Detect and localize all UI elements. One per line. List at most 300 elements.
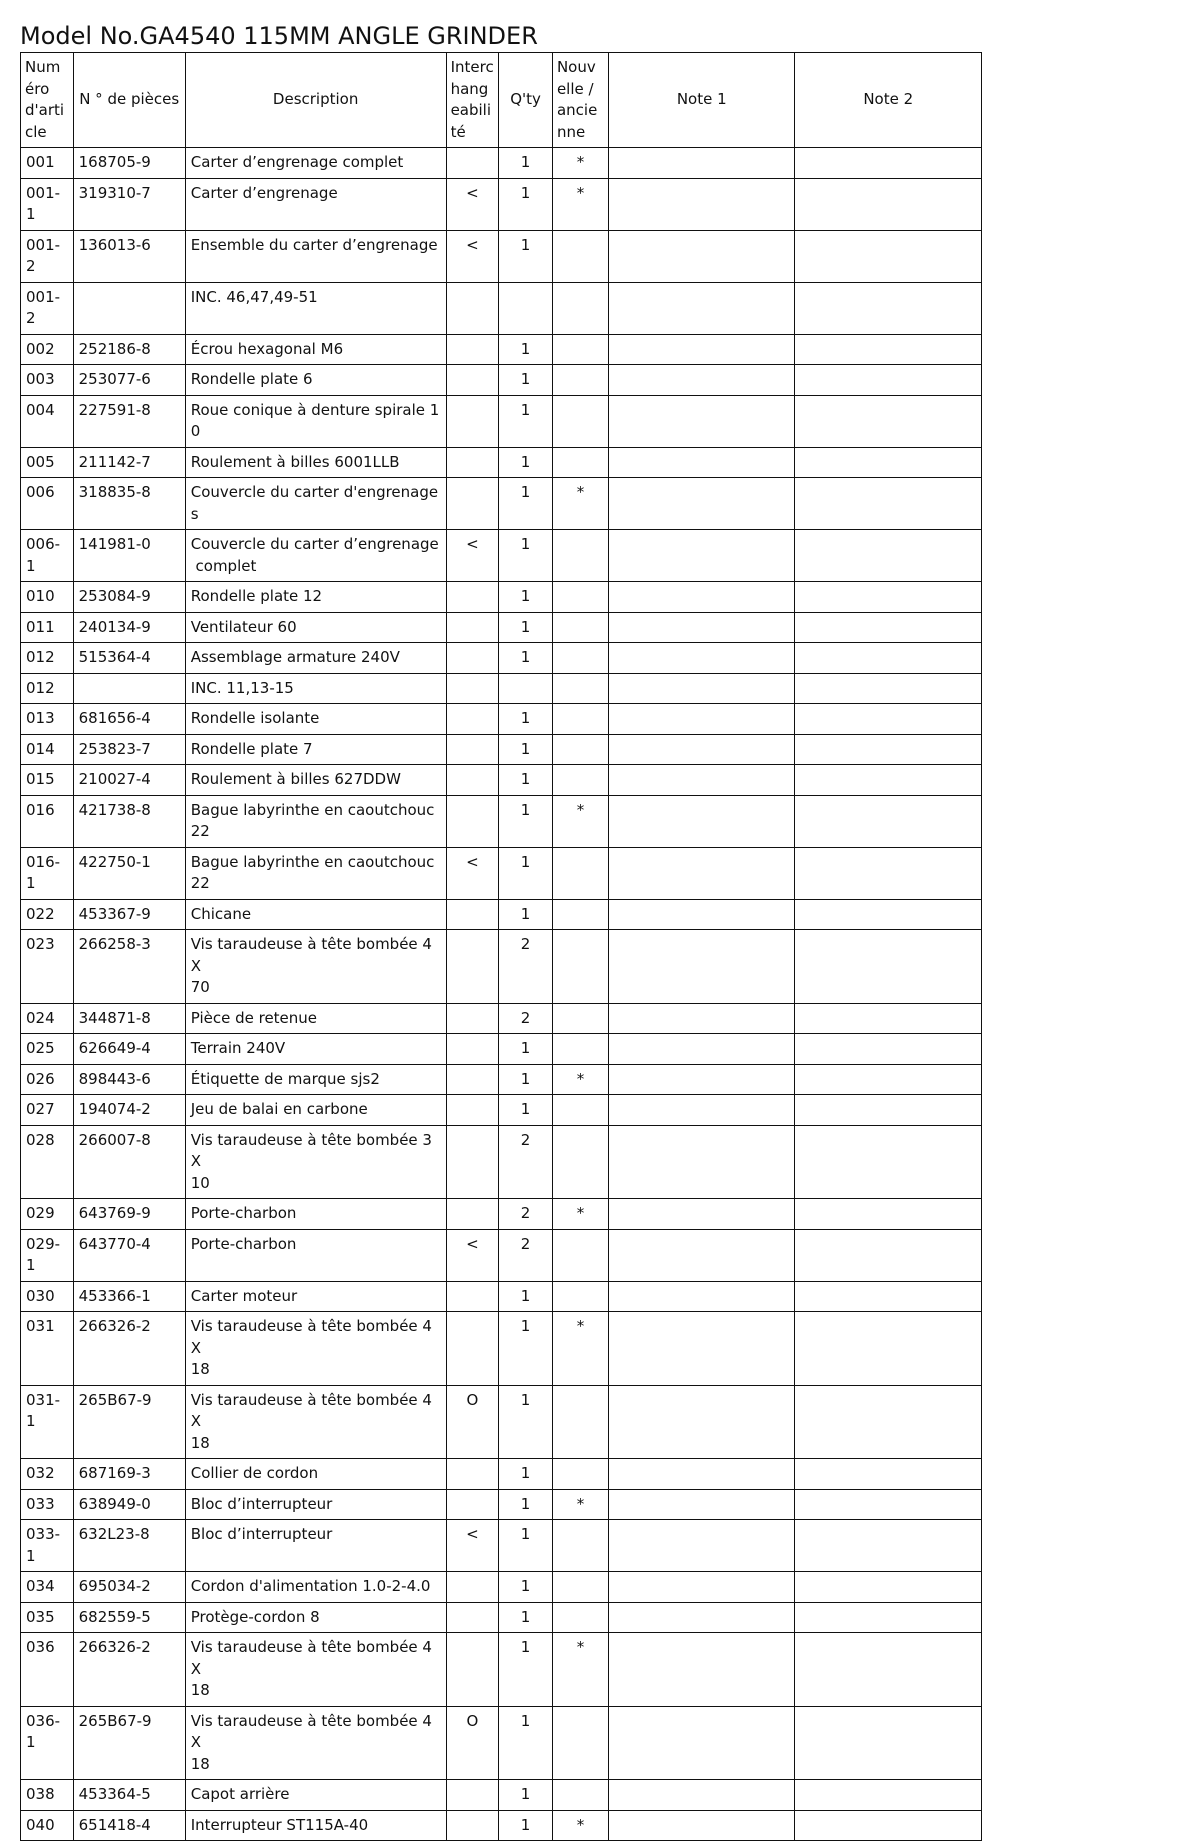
part-number-cell: 687169-3 bbox=[73, 1459, 185, 1490]
header-interchangeability: Interchangeabilité bbox=[446, 53, 499, 148]
interchangeability-cell bbox=[446, 1489, 499, 1520]
table-row bbox=[21, 1385, 982, 1459]
interchangeability-cell bbox=[446, 447, 499, 478]
note-1-cell bbox=[609, 447, 795, 478]
part-number-cell: 266007-8 bbox=[73, 1125, 185, 1199]
quantity-cell: 1 bbox=[499, 643, 553, 674]
part-number-cell: 319310-7 bbox=[73, 178, 185, 230]
item-number-cell: 036-1 bbox=[21, 1706, 74, 1780]
new-old-cell bbox=[552, 230, 608, 282]
note-2-cell bbox=[795, 795, 982, 847]
table-row bbox=[21, 704, 982, 735]
item-number-cell: 031-1 bbox=[21, 1385, 74, 1459]
quantity-cell: 1 bbox=[499, 1489, 553, 1520]
note-2-cell bbox=[795, 1003, 982, 1034]
interchangeability-cell bbox=[446, 1199, 499, 1230]
item-number-cell: 016 bbox=[21, 795, 74, 847]
description-cell: Rondelle plate 6 bbox=[185, 365, 446, 396]
interchangeability-cell bbox=[446, 1003, 499, 1034]
new-old-cell bbox=[552, 395, 608, 447]
note-1-cell bbox=[609, 1602, 795, 1633]
part-number-cell: 240134-9 bbox=[73, 612, 185, 643]
new-old-cell: * bbox=[552, 1633, 608, 1707]
quantity-cell: 2 bbox=[499, 930, 553, 1004]
item-number-cell: 022 bbox=[21, 899, 74, 930]
item-number-cell: 003 bbox=[21, 365, 74, 396]
item-number-cell: 036 bbox=[21, 1633, 74, 1707]
table-row bbox=[21, 1459, 982, 1490]
interchangeability-cell bbox=[446, 899, 499, 930]
interchangeability-cell: O bbox=[446, 1706, 499, 1780]
interchangeability-cell bbox=[446, 1810, 499, 1841]
item-number-cell: 025 bbox=[21, 1034, 74, 1065]
quantity-cell: 1 bbox=[499, 1064, 553, 1095]
new-old-cell bbox=[552, 1125, 608, 1199]
parts-table-body bbox=[21, 148, 982, 1841]
note-2-cell bbox=[795, 1520, 982, 1572]
note-1-cell bbox=[609, 178, 795, 230]
note-1-cell bbox=[609, 1229, 795, 1281]
part-number-cell bbox=[73, 673, 185, 704]
note-2-cell bbox=[795, 1572, 982, 1603]
interchangeability-cell bbox=[446, 1572, 499, 1603]
note-2-cell bbox=[795, 765, 982, 796]
interchangeability-cell: < bbox=[446, 1229, 499, 1281]
table-row bbox=[21, 795, 982, 847]
new-old-cell bbox=[552, 447, 608, 478]
quantity-cell: 1 bbox=[499, 1780, 553, 1811]
interchangeability-cell bbox=[446, 365, 499, 396]
table-row bbox=[21, 734, 982, 765]
new-old-cell bbox=[552, 1780, 608, 1811]
quantity-cell: 1 bbox=[499, 795, 553, 847]
table-row bbox=[21, 847, 982, 899]
header-new-old: Nouvelle / ancienne bbox=[552, 53, 608, 148]
part-number-cell: 515364-4 bbox=[73, 643, 185, 674]
interchangeability-cell bbox=[446, 643, 499, 674]
interchangeability-cell bbox=[446, 1064, 499, 1095]
note-2-cell bbox=[795, 478, 982, 530]
table-row bbox=[21, 899, 982, 930]
new-old-cell bbox=[552, 1229, 608, 1281]
interchangeability-cell: < bbox=[446, 230, 499, 282]
table-row bbox=[21, 478, 982, 530]
table-row bbox=[21, 673, 982, 704]
new-old-cell: * bbox=[552, 1064, 608, 1095]
item-number-cell: 029 bbox=[21, 1199, 74, 1230]
interchangeability-cell bbox=[446, 1780, 499, 1811]
description-cell: Jeu de balai en carbone bbox=[185, 1095, 446, 1126]
quantity-cell: 1 bbox=[499, 1633, 553, 1707]
description-cell: Capot arrière bbox=[185, 1780, 446, 1811]
note-2-cell bbox=[795, 1125, 982, 1199]
note-1-cell bbox=[609, 1034, 795, 1065]
part-number-cell bbox=[73, 282, 185, 334]
new-old-cell bbox=[552, 734, 608, 765]
quantity-cell: 1 bbox=[499, 1520, 553, 1572]
note-2-cell bbox=[795, 1780, 982, 1811]
quantity-cell: 1 bbox=[499, 365, 553, 396]
part-number-cell: 168705-9 bbox=[73, 148, 185, 179]
note-1-cell bbox=[609, 1520, 795, 1572]
interchangeability-cell bbox=[446, 395, 499, 447]
interchangeability-cell: < bbox=[446, 178, 499, 230]
part-number-cell: 643770-4 bbox=[73, 1229, 185, 1281]
part-number-cell: 141981-0 bbox=[73, 530, 185, 582]
description-cell: Roue conique à denture spirale 1 0 bbox=[185, 395, 446, 447]
header-part-number: N ° de pièces bbox=[73, 53, 185, 148]
quantity-cell: 1 bbox=[499, 612, 553, 643]
table-row bbox=[21, 1706, 982, 1780]
header-description: Description bbox=[185, 53, 446, 148]
item-number-cell: 002 bbox=[21, 334, 74, 365]
note-1-cell bbox=[609, 1385, 795, 1459]
header-row bbox=[21, 53, 982, 148]
note-2-cell bbox=[795, 365, 982, 396]
table-row bbox=[21, 1572, 982, 1603]
note-1-cell bbox=[609, 1459, 795, 1490]
page-title: Model No.GA4540 115MM ANGLE GRINDER bbox=[20, 22, 538, 50]
description-cell: Couvercle du carter d'engrenage s bbox=[185, 478, 446, 530]
description-cell: Roulement à billes 6001LLB bbox=[185, 447, 446, 478]
part-number-cell: 651418-4 bbox=[73, 1810, 185, 1841]
note-1-cell bbox=[609, 795, 795, 847]
table-row bbox=[21, 1064, 982, 1095]
quantity-cell: 1 bbox=[499, 704, 553, 735]
item-number-cell: 001-2 bbox=[21, 230, 74, 282]
interchangeability-cell bbox=[446, 1034, 499, 1065]
parts-table bbox=[20, 52, 982, 1841]
part-number-cell: 253823-7 bbox=[73, 734, 185, 765]
quantity-cell: 1 bbox=[499, 1281, 553, 1312]
description-cell: Écrou hexagonal M6 bbox=[185, 334, 446, 365]
description-cell: Roulement à billes 627DDW bbox=[185, 765, 446, 796]
note-2-cell bbox=[795, 178, 982, 230]
note-1-cell bbox=[609, 148, 795, 179]
item-number-cell: 031 bbox=[21, 1312, 74, 1386]
item-number-cell: 035 bbox=[21, 1602, 74, 1633]
part-number-cell: 266258-3 bbox=[73, 930, 185, 1004]
table-row bbox=[21, 612, 982, 643]
interchangeability-cell bbox=[446, 1281, 499, 1312]
quantity-cell: 1 bbox=[499, 1385, 553, 1459]
new-old-cell bbox=[552, 1095, 608, 1126]
note-2-cell bbox=[795, 1312, 982, 1386]
quantity-cell: 1 bbox=[499, 1459, 553, 1490]
part-number-cell: 453367-9 bbox=[73, 899, 185, 930]
table-row bbox=[21, 1281, 982, 1312]
part-number-cell: 643769-9 bbox=[73, 1199, 185, 1230]
table-row bbox=[21, 1602, 982, 1633]
item-number-cell: 004 bbox=[21, 395, 74, 447]
quantity-cell: 1 bbox=[499, 178, 553, 230]
description-cell: Carter d’engrenage bbox=[185, 178, 446, 230]
quantity-cell bbox=[499, 673, 553, 704]
quantity-cell: 1 bbox=[499, 1312, 553, 1386]
table-row bbox=[21, 1125, 982, 1199]
new-old-cell bbox=[552, 1385, 608, 1459]
new-old-cell: * bbox=[552, 178, 608, 230]
note-2-cell bbox=[795, 1385, 982, 1459]
note-1-cell bbox=[609, 847, 795, 899]
table-row bbox=[21, 1520, 982, 1572]
note-1-cell bbox=[609, 334, 795, 365]
table-row bbox=[21, 530, 982, 582]
table-row bbox=[21, 1199, 982, 1230]
table-row bbox=[21, 1312, 982, 1386]
table-row bbox=[21, 334, 982, 365]
item-number-cell: 006-1 bbox=[21, 530, 74, 582]
new-old-cell bbox=[552, 530, 608, 582]
note-1-cell bbox=[609, 899, 795, 930]
quantity-cell: 1 bbox=[499, 478, 553, 530]
note-1-cell bbox=[609, 1125, 795, 1199]
interchangeability-cell bbox=[446, 795, 499, 847]
note-1-cell bbox=[609, 612, 795, 643]
new-old-cell bbox=[552, 930, 608, 1004]
note-1-cell bbox=[609, 230, 795, 282]
note-2-cell bbox=[795, 1064, 982, 1095]
note-2-cell bbox=[795, 704, 982, 735]
part-number-cell: 211142-7 bbox=[73, 447, 185, 478]
quantity-cell: 1 bbox=[499, 765, 553, 796]
new-old-cell bbox=[552, 334, 608, 365]
quantity-cell: 1 bbox=[499, 899, 553, 930]
interchangeability-cell bbox=[446, 1459, 499, 1490]
note-2-cell bbox=[795, 530, 982, 582]
part-number-cell: 253084-9 bbox=[73, 582, 185, 613]
item-number-cell: 033-1 bbox=[21, 1520, 74, 1572]
new-old-cell bbox=[552, 1459, 608, 1490]
interchangeability-cell bbox=[446, 1602, 499, 1633]
header-quantity: Q'ty bbox=[499, 53, 553, 148]
part-number-cell: 227591-8 bbox=[73, 395, 185, 447]
interchangeability-cell bbox=[446, 478, 499, 530]
item-number-cell: 001-1 bbox=[21, 178, 74, 230]
description-cell: Protège-cordon 8 bbox=[185, 1602, 446, 1633]
interchangeability-cell: O bbox=[446, 1385, 499, 1459]
note-2-cell bbox=[795, 148, 982, 179]
note-1-cell bbox=[609, 1199, 795, 1230]
note-1-cell bbox=[609, 1489, 795, 1520]
item-number-cell: 016-1 bbox=[21, 847, 74, 899]
quantity-cell: 1 bbox=[499, 447, 553, 478]
table-row bbox=[21, 1489, 982, 1520]
item-number-cell: 038 bbox=[21, 1780, 74, 1811]
interchangeability-cell: < bbox=[446, 847, 499, 899]
quantity-cell: 1 bbox=[499, 734, 553, 765]
item-number-cell: 030 bbox=[21, 1281, 74, 1312]
table-row bbox=[21, 582, 982, 613]
quantity-cell: 1 bbox=[499, 1706, 553, 1780]
note-2-cell bbox=[795, 673, 982, 704]
item-number-cell: 034 bbox=[21, 1572, 74, 1603]
note-1-cell bbox=[609, 704, 795, 735]
note-2-cell bbox=[795, 930, 982, 1004]
description-cell: Porte-charbon bbox=[185, 1199, 446, 1230]
quantity-cell bbox=[499, 282, 553, 334]
description-cell: Ensemble du carter d’engrenage bbox=[185, 230, 446, 282]
new-old-cell bbox=[552, 365, 608, 396]
part-number-cell: 638949-0 bbox=[73, 1489, 185, 1520]
part-number-cell: 422750-1 bbox=[73, 847, 185, 899]
note-1-cell bbox=[609, 365, 795, 396]
description-cell: Vis taraudeuse à tête bombée 4X 18 bbox=[185, 1385, 446, 1459]
new-old-cell bbox=[552, 612, 608, 643]
table-row bbox=[21, 930, 982, 1004]
part-number-cell: 210027-4 bbox=[73, 765, 185, 796]
note-2-cell bbox=[795, 282, 982, 334]
new-old-cell bbox=[552, 1520, 608, 1572]
part-number-cell: 253077-6 bbox=[73, 365, 185, 396]
header-item-number: Numéro d'article bbox=[21, 53, 74, 148]
new-old-cell bbox=[552, 673, 608, 704]
table-row bbox=[21, 230, 982, 282]
part-number-cell: 681656-4 bbox=[73, 704, 185, 735]
note-2-cell bbox=[795, 582, 982, 613]
new-old-cell bbox=[552, 1572, 608, 1603]
part-number-cell: 682559-5 bbox=[73, 1602, 185, 1633]
description-cell: Carter d’engrenage complet bbox=[185, 148, 446, 179]
description-cell: Rondelle plate 7 bbox=[185, 734, 446, 765]
description-cell: Rondelle isolante bbox=[185, 704, 446, 735]
table-row bbox=[21, 365, 982, 396]
item-number-cell: 023 bbox=[21, 930, 74, 1004]
interchangeability-cell: < bbox=[446, 1520, 499, 1572]
interchangeability-cell bbox=[446, 1312, 499, 1386]
description-cell: Cordon d'alimentation 1.0-2-4.0 bbox=[185, 1572, 446, 1603]
interchangeability-cell bbox=[446, 612, 499, 643]
item-number-cell: 027 bbox=[21, 1095, 74, 1126]
interchangeability-cell bbox=[446, 148, 499, 179]
quantity-cell: 1 bbox=[499, 230, 553, 282]
description-cell: INC. 46,47,49-51 bbox=[185, 282, 446, 334]
item-number-cell: 010 bbox=[21, 582, 74, 613]
new-old-cell: * bbox=[552, 1199, 608, 1230]
description-cell: Vis taraudeuse à tête bombée 4X 70 bbox=[185, 930, 446, 1004]
item-number-cell: 032 bbox=[21, 1459, 74, 1490]
new-old-cell bbox=[552, 1003, 608, 1034]
quantity-cell: 1 bbox=[499, 395, 553, 447]
note-2-cell bbox=[795, 899, 982, 930]
note-2-cell bbox=[795, 1810, 982, 1841]
note-2-cell bbox=[795, 643, 982, 674]
part-number-cell: 266326-2 bbox=[73, 1312, 185, 1386]
description-cell: Bague labyrinthe en caoutchouc 22 bbox=[185, 847, 446, 899]
interchangeability-cell bbox=[446, 673, 499, 704]
quantity-cell: 2 bbox=[499, 1003, 553, 1034]
table-row bbox=[21, 1003, 982, 1034]
table-row bbox=[21, 1810, 982, 1841]
description-cell: Vis taraudeuse à tête bombée 4X 18 bbox=[185, 1633, 446, 1707]
new-old-cell: * bbox=[552, 795, 608, 847]
part-number-cell: 421738-8 bbox=[73, 795, 185, 847]
description-cell: Bague labyrinthe en caoutchouc 22 bbox=[185, 795, 446, 847]
part-number-cell: 898443-6 bbox=[73, 1064, 185, 1095]
description-cell: Couvercle du carter d’engrenage complet bbox=[185, 530, 446, 582]
item-number-cell: 012 bbox=[21, 673, 74, 704]
quantity-cell: 1 bbox=[499, 1034, 553, 1065]
item-number-cell: 024 bbox=[21, 1003, 74, 1034]
quantity-cell: 1 bbox=[499, 1810, 553, 1841]
note-2-cell bbox=[795, 847, 982, 899]
interchangeability-cell bbox=[446, 582, 499, 613]
note-1-cell bbox=[609, 1572, 795, 1603]
note-2-cell bbox=[795, 1229, 982, 1281]
part-number-cell: 632L23-8 bbox=[73, 1520, 185, 1572]
table-row bbox=[21, 148, 982, 179]
interchangeability-cell bbox=[446, 334, 499, 365]
note-1-cell bbox=[609, 1706, 795, 1780]
part-number-cell: 136013-6 bbox=[73, 230, 185, 282]
quantity-cell: 1 bbox=[499, 1095, 553, 1126]
item-number-cell: 012 bbox=[21, 643, 74, 674]
note-2-cell bbox=[795, 334, 982, 365]
interchangeability-cell bbox=[446, 1095, 499, 1126]
item-number-cell: 028 bbox=[21, 1125, 74, 1199]
interchangeability-cell bbox=[446, 734, 499, 765]
new-old-cell bbox=[552, 765, 608, 796]
part-number-cell: 453366-1 bbox=[73, 1281, 185, 1312]
table-row bbox=[21, 1780, 982, 1811]
quantity-cell: 1 bbox=[499, 148, 553, 179]
item-number-cell: 013 bbox=[21, 704, 74, 735]
note-1-cell bbox=[609, 395, 795, 447]
table-row bbox=[21, 643, 982, 674]
note-1-cell bbox=[609, 673, 795, 704]
note-1-cell bbox=[609, 530, 795, 582]
quantity-cell: 1 bbox=[499, 334, 553, 365]
table-row bbox=[21, 1034, 982, 1065]
note-1-cell bbox=[609, 582, 795, 613]
note-2-cell bbox=[795, 1281, 982, 1312]
note-1-cell bbox=[609, 282, 795, 334]
new-old-cell bbox=[552, 282, 608, 334]
part-number-cell: 318835-8 bbox=[73, 478, 185, 530]
item-number-cell: 040 bbox=[21, 1810, 74, 1841]
new-old-cell bbox=[552, 847, 608, 899]
item-number-cell: 001 bbox=[21, 148, 74, 179]
item-number-cell: 005 bbox=[21, 447, 74, 478]
note-1-cell bbox=[609, 1064, 795, 1095]
note-2-cell bbox=[795, 230, 982, 282]
description-cell: Pièce de retenue bbox=[185, 1003, 446, 1034]
new-old-cell bbox=[552, 582, 608, 613]
item-number-cell: 014 bbox=[21, 734, 74, 765]
part-number-cell: 453364-5 bbox=[73, 1780, 185, 1811]
note-1-cell bbox=[609, 1003, 795, 1034]
new-old-cell bbox=[552, 643, 608, 674]
item-number-cell: 026 bbox=[21, 1064, 74, 1095]
note-1-cell bbox=[609, 478, 795, 530]
note-1-cell bbox=[609, 765, 795, 796]
part-number-cell: 626649-4 bbox=[73, 1034, 185, 1065]
new-old-cell bbox=[552, 1281, 608, 1312]
item-number-cell: 033 bbox=[21, 1489, 74, 1520]
note-2-cell bbox=[795, 1199, 982, 1230]
interchangeability-cell bbox=[446, 1633, 499, 1707]
note-1-cell bbox=[609, 734, 795, 765]
part-number-cell: 194074-2 bbox=[73, 1095, 185, 1126]
part-number-cell: 265B67-9 bbox=[73, 1706, 185, 1780]
item-number-cell: 011 bbox=[21, 612, 74, 643]
table-row bbox=[21, 1633, 982, 1707]
new-old-cell bbox=[552, 899, 608, 930]
part-number-cell: 265B67-9 bbox=[73, 1385, 185, 1459]
table-row bbox=[21, 765, 982, 796]
item-number-cell: 001-2 bbox=[21, 282, 74, 334]
note-2-cell bbox=[795, 1489, 982, 1520]
